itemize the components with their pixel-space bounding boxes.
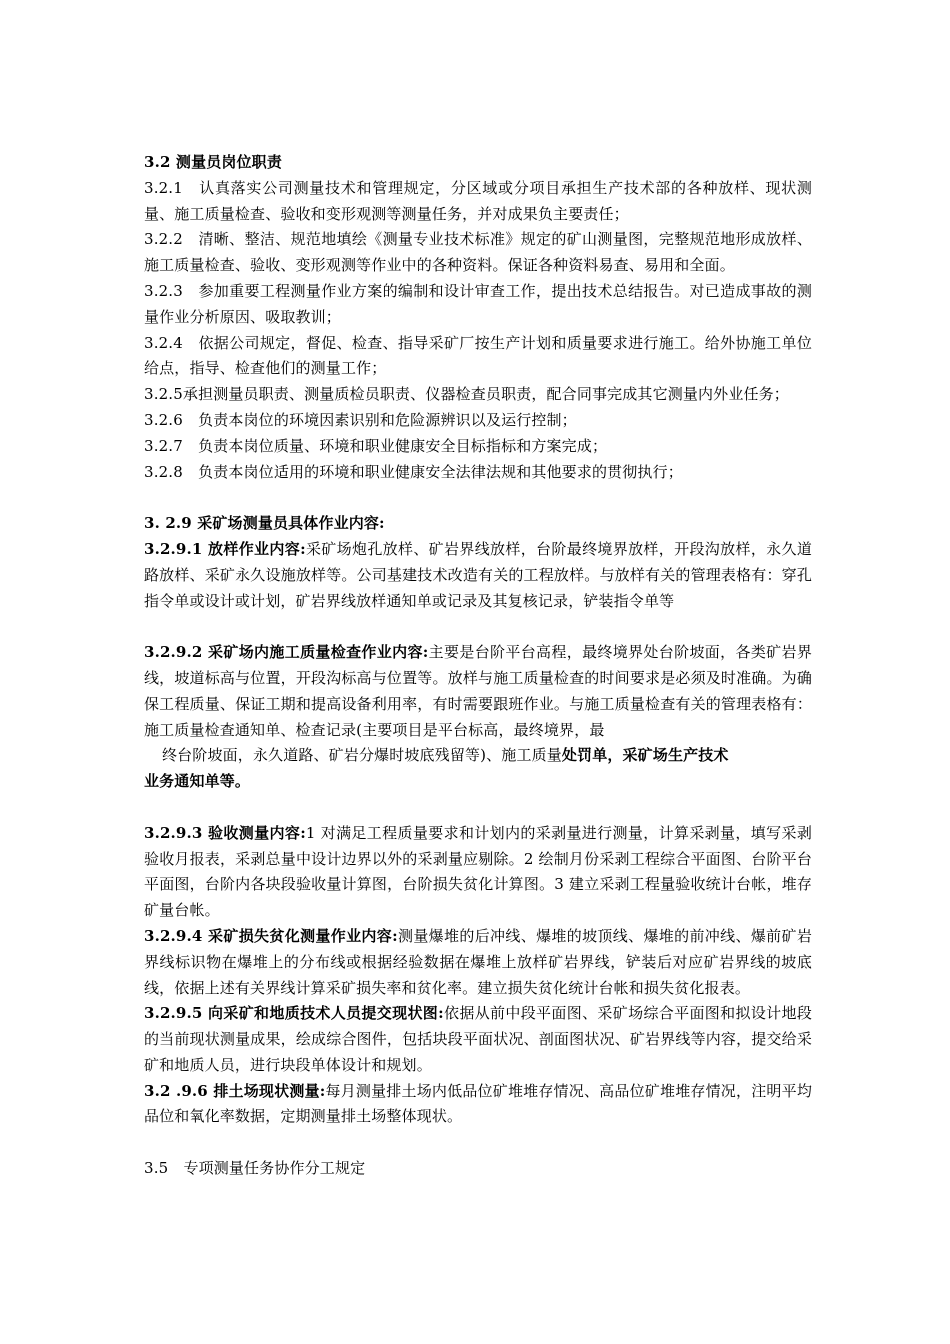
paragraph-text: 主要是台阶平台高程，最终境界处台阶坡面，各类矿岩界线，坡道标高与位置，开段沟标高与位置等。放样与施工质量检查的时间要求是必须及时准确。为确保工程质量、保证工期和提高设备利用率，有时需要跟班作业。与施工质量检查有关的管理表格有：施工质量检查通知单、检查记录(主要项目是平台标高，最终境界，最: [144, 643, 812, 739]
paragraph-3-2-9-2: [144, 640, 812, 743]
paragraph-text: 1 对满足工程质量要求和计划内的采剥量进行测量，计算采剥量，填写采剥验收月报表，采剥总量中设计边界以外的采剥量应剔除。2 绘制月份采剥工程综合平面图、台阶平台平面图，台阶内各块段验收量计算图，台阶损失贫化计算图。3 建立采剥工程量验收统计台帐，堆存矿量台帐。: [144, 823, 812, 920]
paragraph-label: 3.2.9.4 采矿损失贫化测量作业内容:: [144, 926, 398, 945]
section-heading-3-2-9: 3. 2.9 采矿场测量员具体作业内容:: [144, 514, 385, 533]
document-page: [144, 150, 812, 1182]
paragraph-3-2-9-5: [144, 1001, 812, 1078]
duty-item-3-2-3: 3.2.3 参加重要工程测量作业方案的编制和设计审查工作，提出技术总结报告。对已造成事故的测量作业分析原因、吸取教训；: [144, 281, 812, 326]
paragraph-3-2-9-6: [144, 1079, 812, 1131]
section-heading-3-5: 3.5 专项测量任务协作分工规定: [144, 1159, 366, 1178]
paragraph-text: 依据从前中段平面图、采矿场综合平面图和拟设计地段的当前现状测量成果，绘成综合图件，包括块段平面状况、剖面图状况、矿岩界线等内容，提交给采矿和地质人员，进行块段单体设计和规划。: [144, 1004, 812, 1074]
duty-item-3-2-1: 3.2.1 认真落实公司测量技术和管理规定，分区域或分项目承担生产技术部的各种放样、现状测量、施工质量检查、验收和变形观测等测量任务，并对成果负主要责任；: [144, 178, 812, 223]
duty-item-3-2-6: 3.2.6 负责本岗位的环境因素识别和危险源辨识以及运行控制；: [144, 410, 577, 429]
paragraph-label: 3.2.9.3 验收测量内容:: [144, 823, 306, 842]
paragraph-bold-text: 处罚单，采矿场生产技术: [561, 746, 729, 765]
duty-item-3-2-4: 3.2.4 依据公司规定，督促、检查、指导采矿厂按生产计划和质量要求进行施工。给外协施工单位给点，指导、检查他们的测量工作；: [144, 333, 812, 378]
spacer: [144, 795, 812, 821]
duty-item-3-2-7: 3.2.7 负责本岗位质量、环境和职业健康安全目标指标和方案完成；: [144, 436, 608, 455]
spacer: [144, 1130, 812, 1156]
paragraph-text: 采矿场炮孔放样、矿岩界线放样，台阶最终境界放样，开段沟放样，永久道路放样、采矿永久设施放样等。公司基建技术改造有关的工程放样。与放样有关的管理表格有：穿孔指令单或设计或计划，矿岩界线放样通知单或记录及其复核记录，铲装指令单等: [144, 539, 812, 610]
paragraph-bold-text: 业务通知单等。: [144, 772, 251, 791]
duty-item-3-2-8: 3.2.8 负责本岗位适用的环境和职业健康安全法律法规和其他要求的贯彻执行；: [144, 462, 683, 481]
paragraph-label: 3.2.9.2 采矿场内施工质量检查作业内容:: [144, 643, 429, 662]
duty-item-3-2-2: 3.2.2 清晰、整洁、规范地填绘《测量专业技术标准》规定的矿山测量图，完整规范地形成放样、施工质量检查、验收、变形观测等作业中的各种资料。保证各种资料易查、易用和全面。: [144, 230, 812, 275]
paragraph-3-2-9-3: [144, 821, 812, 924]
paragraph-text: 每月测量排土场内低品位矿堆堆存情况、高品位矿堆堆存情况，注明平均品位和氧化率数据，定期测量排土场整体现状。: [144, 1081, 812, 1126]
paragraph-text: 测量爆堆的后冲线、爆堆的坡顶线、爆堆的前冲线、爆前矿岩界线标识物在爆堆上的分布线或根据经验数据在爆堆上放样矿岩界线，铲装后对应矿岩界线的坡底线，依据上述有关界线计算采矿损失率和贫化率。建立损失贫化统计台帐和损失贫化报表。: [144, 926, 813, 997]
spacer: [144, 614, 812, 640]
section-heading-3-2: 3.2 测量员岗位职责: [144, 153, 282, 171]
paragraph-3-2-9-2-continuation: [144, 743, 812, 769]
paragraph-label: 3.2.9.5 向采矿和地质技术人员提交现状图:: [144, 1004, 444, 1023]
paragraph-3-2-9-4: [144, 924, 812, 1001]
paragraph-label: 3.2.9.1 放样作业内容:: [144, 539, 306, 558]
paragraph-3-2-9-2-end: [144, 769, 812, 795]
paragraph-3-2-9-1: [144, 537, 812, 614]
duty-item-3-2-5: 3.2.5承担测量员职责、测量质检员职责、仪器检查员职责，配合同事完成其它测量内外业任务；: [144, 385, 789, 404]
spacer: [144, 485, 812, 511]
paragraph-text: 终台阶坡面，永久道路、矿岩分爆时坡底残留等)、施工质量: [162, 746, 562, 765]
paragraph-label: 3.2 .9.6 排土场现状测量:: [144, 1081, 326, 1100]
